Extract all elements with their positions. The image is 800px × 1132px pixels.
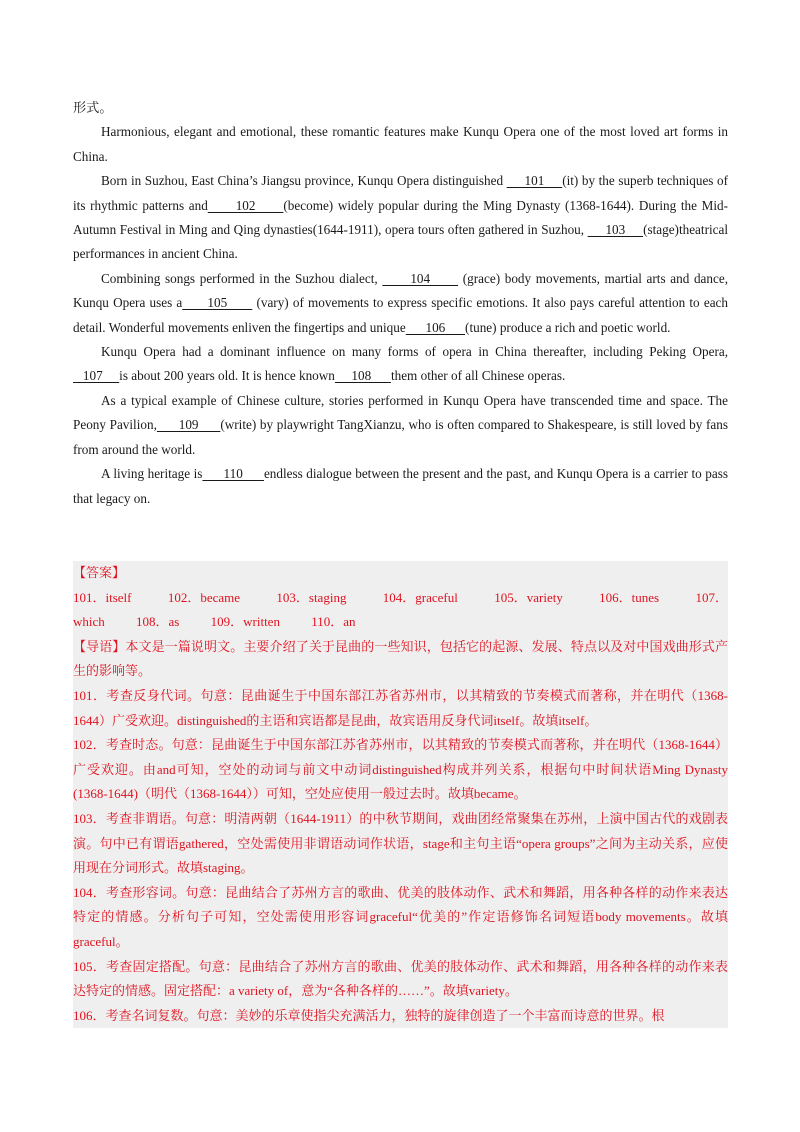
answer-101: 101．itself — [73, 589, 132, 605]
blank-110: 110 — [202, 466, 264, 482]
blank-109: 109 — [156, 417, 221, 433]
answer-row-1 — [73, 586, 728, 611]
paragraph-1: Harmonious, elegant and emotional, these romantic features make Kunqu Opera one of the most loved art forms in China. — [73, 124, 728, 164]
passage — [73, 96, 728, 511]
blank-108: 108 — [334, 368, 391, 384]
paragraph-6: A living heritage is 110 endless dialogue between the present and the past, and Kunqu Opera is a carrier to pass that legacy on. — [73, 466, 728, 506]
explanation-106: 106．考查名词复数。句意：美妙的乐章使指尖充满活力，独特的旋律创造了一个丰富而诗意的世界。根 — [73, 1007, 665, 1023]
answer-102: 102．became — [167, 589, 241, 605]
paragraph-3: Combining songs performed in the Suzhou dialect, 104 (grace) body movements, martial arts and dance, Kunqu Opera uses a 105 (vary) of movements to express specific emotions. It also pays careful attention to each detail. Wonderful movements enliven the fingertips and unique 106 (tune) produce a rich and poetic world. — [73, 270, 729, 335]
answer-110: 110．an — [311, 614, 356, 630]
answer-row-2 — [73, 610, 728, 635]
paragraph-2: Born in Suzhou, East China’s Jiangsu province, Kunqu Opera distinguished 101 (it) by the superb techniques of its rhythmic patterns and 102 (become) widely popular during the Ming Dynasty (1368-1644). During the Mid-Autumn Festival in Ming and Qing dynasties(1644-1911), opera tours often gathered in Suzhou, 103 (stage)theatrical performances in ancient China. — [73, 173, 729, 262]
explanation-103: 103．考查非谓语。句意：明清两朝（1644-1911）的中秋节期间，戏曲团经常聚集在苏州，上演中国古代的戏剧表演。句中已有谓语gathered，空处需使用非谓语动词作状语，stage和主句主语“opera groups”之间为主动关系，应使用现在分词形式。故填staging。 — [73, 810, 728, 876]
explanation-105: 105．考查固定搭配。句意：昆曲结合了苏州方言的歌曲、优美的肢体动作、武术和舞蹈，用各种各样的动作来表达特定的情感。固定搭配：a variety of，意为“各种各样的……”。故填variety。 — [73, 958, 728, 999]
blank-105: 105 — [182, 295, 253, 311]
answer-heading: 【答案】 — [73, 565, 126, 580]
answer-106: 106．tunes — [599, 589, 660, 605]
answer-108: 108．as — [136, 614, 180, 630]
blank-102: 102 — [207, 197, 284, 213]
answer-107: which — [73, 614, 105, 630]
answer-109: 109．written — [210, 614, 280, 630]
blank-104: 104 — [382, 270, 459, 286]
blank-106: 106 — [405, 319, 466, 335]
answer-104: 104．graceful — [382, 589, 458, 605]
guide-intro: 【导语】本文是一篇说明文。主要介绍了关于昆曲的一些知识，包括它的起源、发展、特点以及对中国戏曲形式产生的影响等。 — [73, 638, 728, 679]
answer-103: 103．staging — [276, 589, 347, 605]
blank-107: 107 — [73, 368, 120, 384]
explanation-104: 104．考查形容词。句意：昆曲结合了苏州方言的歌曲、优美的肢体动作、武术和舞蹈，用各种各样的动作来表达特定的情感。分析句子可知，空处需使用形容词graceful“优美的”作定语修饰名词短语body movements。故填graceful。 — [73, 884, 728, 949]
answer-105: 105．variety — [494, 589, 563, 605]
blank-103: 103 — [587, 222, 644, 238]
paragraph-5: As a typical example of Chinese culture, stories performed in Kunqu Opera have transcended time and space. The Peony Pavilion, 109 (write) by playwright TangXianzu, who is often compared to Shakespeare, is still loved by fans from around the world. — [73, 392, 728, 457]
answer-section — [73, 561, 728, 1028]
blank-101: 101 — [506, 173, 563, 189]
paragraph-4: Kunqu Opera had a dominant influence on many forms of opera in China thereafter, including Peking Opera, 107 is about 200 years old. It is hence known 108 them other of all Chinese operas. — [73, 344, 728, 384]
passage-lead: 形式。 — [73, 100, 113, 115]
explanation-102: 102．考查时态。句意：昆曲诞生于中国东部江苏省苏州市，以其精致的节奏模式而著称，并在明代（1368-1644）广受欢迎。由and可知，空处的动词与前文中动词distinguished构成并列关系，根据句中时间状语Ming Dynasty (1368-1644)（明代（1368-1644））可知，空处应使用一般过去时。故填became。 — [73, 737, 728, 802]
answer-107-label: 107． — [695, 589, 728, 605]
explanation-101: 101．考查反身代词。句意：昆曲诞生于中国东部江苏省苏州市，以其精致的节奏模式而著称，并在明代（1368-1644）广受欢迎。distinguished的主语和宾语都是昆曲，故宾语用反身代词itself。故填itself。 — [73, 687, 728, 728]
